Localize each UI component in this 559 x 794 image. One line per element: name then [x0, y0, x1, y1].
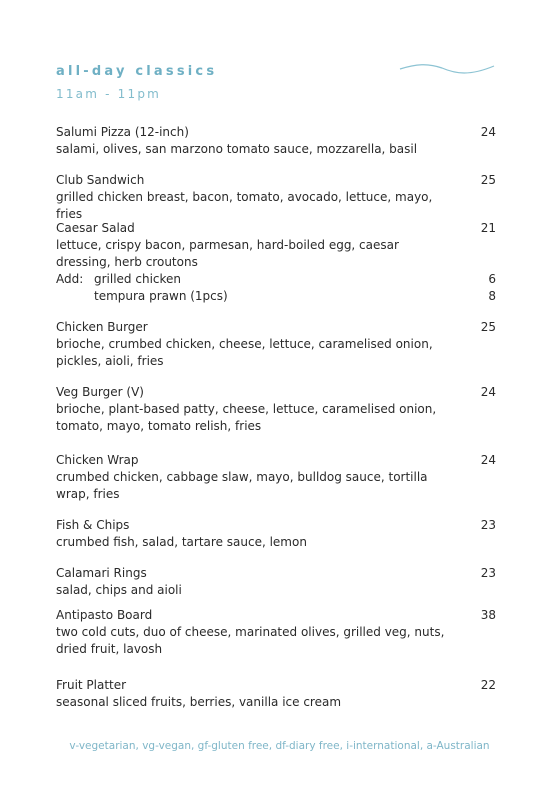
wave-icon: [398, 60, 496, 80]
addon-row: [56, 271, 496, 288]
item-name: Chicken Wrap: [56, 453, 139, 467]
menu-item: [56, 607, 496, 677]
item-price: 23: [480, 518, 496, 532]
menu-item: [56, 124, 496, 172]
item-name: Caesar Salad: [56, 221, 135, 235]
menu-item: [56, 384, 496, 452]
item-price: 23: [480, 566, 496, 580]
addon-name: grilled chicken: [94, 272, 182, 286]
menu-item: [56, 517, 496, 565]
item-name: Calamari Rings: [56, 566, 147, 580]
section-title: all-day classics: [56, 64, 218, 79]
addon-name: tempura prawn (1pcs): [94, 289, 228, 303]
menu-list: [56, 124, 496, 713]
item-description: crumbed fish, salad, tartare sauce, lemon: [56, 535, 307, 549]
item-name: Salumi Pizza (12-inch): [56, 125, 189, 139]
menu-item: [56, 677, 496, 713]
menu-item: [56, 319, 496, 384]
item-description: seasonal sliced fruits, berries, vanilla ice cream: [56, 695, 342, 709]
item-price: 38: [480, 608, 496, 622]
item-name: Antipasto Board: [56, 608, 153, 622]
item-price: 25: [480, 320, 496, 334]
item-description: brioche, plant-based patty, cheese, lettuce, caramelised onion, tomato, mayo, tomato relish, fries: [56, 402, 437, 433]
item-price: 25: [480, 173, 496, 187]
item-name: Fish & Chips: [56, 518, 130, 532]
item-name: Fruit Platter: [56, 678, 127, 692]
item-description: grilled chicken breast, bacon, tomato, avocado, lettuce, mayo, fries: [56, 190, 433, 221]
item-price: 22: [480, 678, 496, 692]
menu-item: [56, 565, 496, 607]
item-description: salami, olives, san marzono tomato sauce, mozzarella, basil: [56, 142, 418, 156]
addon-price: 6: [488, 272, 496, 286]
item-price: 24: [480, 453, 496, 467]
menu-item: [56, 172, 496, 220]
item-description: lettuce, crispy bacon, parmesan, hard-boiled egg, caesar dressing, herb croutons: [56, 238, 399, 269]
addon-price: 8: [488, 289, 496, 303]
item-description: brioche, crumbed chicken, cheese, lettuce, caramelised onion, pickles, aioli, fries: [56, 337, 433, 368]
addon-row: [56, 288, 496, 305]
item-price: 24: [480, 125, 496, 139]
dietary-legend: v-vegetarian, vg-vegan, gf-gluten free, df-diary free, i-international, a-Australian: [69, 740, 490, 752]
menu-item: [56, 220, 496, 319]
item-name: Chicken Burger: [56, 320, 148, 334]
section-hours: 11am - 11pm: [56, 87, 162, 101]
item-name: Club Sandwich: [56, 173, 145, 187]
item-description: salad, chips and aioli: [56, 583, 182, 597]
item-description: crumbed chicken, cabbage slaw, mayo, bulldog sauce, tortilla wrap, fries: [56, 470, 428, 501]
item-price: 21: [480, 221, 496, 235]
item-description: two cold cuts, duo of cheese, marinated olives, grilled veg, nuts, dried fruit, lavosh: [56, 625, 445, 656]
add-label: Add:: [56, 272, 84, 286]
item-name: Veg Burger (V): [56, 385, 144, 399]
item-price: 24: [480, 385, 496, 399]
menu-item: [56, 452, 496, 517]
